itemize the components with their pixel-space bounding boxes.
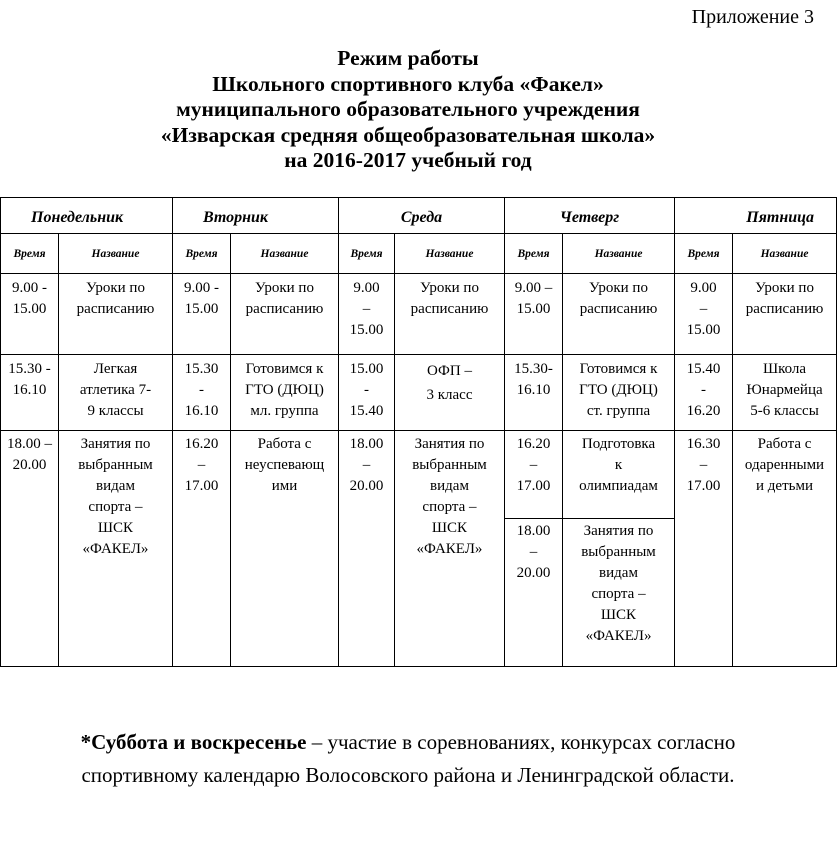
- cell-line: ГТО (ДЮЦ): [579, 382, 658, 398]
- time-cell: [173, 355, 231, 431]
- cell-line: выбранным: [581, 544, 656, 560]
- day-header-wednesday: Среда: [339, 198, 505, 234]
- activity-cell: [563, 355, 675, 431]
- cell-line: расписанию: [410, 301, 489, 317]
- cell-line: Готовимся к: [579, 361, 658, 377]
- cell-line: расписанию: [245, 301, 324, 317]
- column-header-name: Название: [231, 234, 339, 274]
- column-header-time: Время: [505, 234, 563, 274]
- time-cell: [505, 519, 563, 667]
- activity-cell: [59, 274, 173, 355]
- cell-line: 20.00: [516, 565, 551, 581]
- cell-line: одаренными: [744, 457, 825, 473]
- cell-line: Готовимся к: [245, 361, 324, 377]
- time-cell: [505, 274, 563, 355]
- schedule-table: [0, 197, 837, 667]
- table-row: [1, 274, 837, 355]
- activity-cell: [733, 355, 837, 431]
- cell-line: –: [699, 301, 708, 317]
- cell-line: ШСК: [431, 520, 468, 536]
- cell-line: 16.20: [686, 403, 721, 419]
- cell-line: 9.00 –: [514, 280, 553, 296]
- cell-line: 17.00: [516, 478, 551, 494]
- time-cell: [1, 355, 59, 431]
- activity-cell: [563, 431, 675, 519]
- time-cell: [675, 355, 733, 431]
- cell-line: Легкая: [93, 361, 138, 377]
- cell-line: расписанию: [579, 301, 658, 317]
- cell-line: –: [529, 457, 538, 473]
- cell-line: 16.10: [516, 382, 551, 398]
- column-header-time: Время: [675, 234, 733, 274]
- cell-line: 9.00 -: [184, 280, 219, 296]
- cell-line: –: [529, 544, 538, 560]
- heading-line: на 2016-2017 учебный год: [284, 148, 532, 172]
- activity-cell: [231, 431, 339, 667]
- cell-line: 20.00: [349, 478, 384, 494]
- day-header-tuesday: Вторник: [173, 198, 339, 234]
- cell-line: Занятия по: [583, 523, 654, 539]
- cell-line: выбранным: [412, 457, 487, 473]
- cell-line: 15.00: [349, 361, 384, 377]
- appendix-label: Приложение 3: [691, 6, 814, 28]
- cell-line: «ФАКЕЛ»: [585, 628, 652, 644]
- cell-line: 5-6 классы: [750, 403, 819, 419]
- time-cell: [339, 355, 395, 431]
- activity-cell: [733, 431, 837, 667]
- cell-line: 9 классы: [87, 403, 144, 419]
- column-header-name: Название: [563, 234, 675, 274]
- cell-line: Уроки по: [255, 280, 314, 296]
- cell-line: ими: [271, 478, 298, 494]
- column-header-name: Название: [59, 234, 173, 274]
- cell-line: Уроки по: [755, 280, 814, 296]
- cell-line: олимпиадам: [579, 478, 658, 494]
- time-cell: [675, 274, 733, 355]
- cell-line: Уроки по: [86, 280, 145, 296]
- cell-line: спорта –: [422, 499, 477, 515]
- cell-line: -: [199, 382, 204, 398]
- cell-line: 9.00: [353, 280, 380, 296]
- cell-line: атлетика 7-: [79, 382, 152, 398]
- table-row: [1, 431, 837, 519]
- cell-line: Юнармейца: [746, 382, 823, 398]
- cell-line: «ФАКЕЛ»: [416, 541, 483, 557]
- cell-line: 15.00: [12, 301, 47, 317]
- cell-line: спорта –: [88, 499, 143, 515]
- cell-line: 16.10: [12, 382, 47, 398]
- column-header-time: Время: [173, 234, 231, 274]
- cell-line: ГТО (ДЮЦ): [245, 382, 324, 398]
- activity-cell: [59, 431, 173, 667]
- cell-line: 16.20: [516, 436, 551, 452]
- column-header-time: Время: [1, 234, 59, 274]
- cell-line: 15.40: [349, 403, 384, 419]
- cell-line: видам: [96, 478, 135, 494]
- time-cell: [675, 431, 733, 667]
- cell-line: 15.30: [184, 361, 219, 377]
- time-cell: [505, 355, 563, 431]
- cell-line: –: [362, 301, 371, 317]
- activity-cell: [59, 355, 173, 431]
- heading-line: Режим работы: [337, 46, 479, 70]
- cell-line: ОФП –: [427, 363, 472, 379]
- activity-cell: [733, 274, 837, 355]
- activity-cell: [563, 519, 675, 667]
- cell-line: расписанию: [745, 301, 824, 317]
- cell-line: 15.00: [686, 322, 721, 338]
- activity-cell: [395, 431, 505, 667]
- cell-line: –: [362, 457, 371, 473]
- cell-line: ШСК: [97, 520, 134, 536]
- cell-line: Школа: [762, 361, 807, 377]
- note-line-2: спортивному календарю Волосовского района и Ленинградской области.: [81, 763, 735, 787]
- cell-line: Работа с: [257, 436, 312, 452]
- cell-line: ст. группа: [586, 403, 651, 419]
- day-header-monday: Понедельник: [1, 198, 173, 234]
- cell-line: неуспевающ: [244, 457, 325, 473]
- column-header-time: Время: [339, 234, 395, 274]
- cell-line: видам: [430, 478, 469, 494]
- time-cell: [173, 274, 231, 355]
- cell-line: –: [197, 457, 206, 473]
- cell-line: -: [364, 382, 369, 398]
- cell-line: 18.00: [516, 523, 551, 539]
- time-cell: [1, 431, 59, 667]
- cell-line: видам: [599, 565, 638, 581]
- column-header-name: Название: [733, 234, 837, 274]
- cell-line: и детьми: [756, 478, 813, 494]
- cell-line: «ФАКЕЛ»: [82, 541, 149, 557]
- cell-line: Подготовка: [581, 436, 656, 452]
- column-header-name: Название: [395, 234, 505, 274]
- cell-line: Уроки по: [589, 280, 648, 296]
- cell-line: 15.00: [516, 301, 551, 317]
- column-header-row: [1, 234, 837, 274]
- cell-line: –: [699, 457, 708, 473]
- note-bold-part: *Суббота и воскресенье: [80, 730, 307, 754]
- days-row: [1, 198, 837, 234]
- cell-line: Уроки по: [420, 280, 479, 296]
- time-cell: [173, 431, 231, 667]
- cell-line: ШСК: [600, 607, 637, 623]
- activity-cell: [231, 274, 339, 355]
- cell-line: 20.00: [12, 457, 47, 473]
- cell-line: 9.00: [690, 280, 717, 296]
- time-cell: [339, 274, 395, 355]
- cell-line: 16.20: [184, 436, 219, 452]
- cell-line: к: [614, 457, 623, 473]
- day-header-thursday: Четверг: [505, 198, 675, 234]
- cell-line: 15.40: [686, 361, 721, 377]
- heading-line: «Изварская средняя общеобразовательная школа»: [160, 122, 656, 147]
- time-cell: [1, 274, 59, 355]
- heading-line: Школьного спортивного клуба «Факел»: [212, 71, 604, 96]
- cell-line: 17.00: [184, 478, 219, 494]
- time-cell: [505, 431, 563, 519]
- cell-line: 18.00: [349, 436, 384, 452]
- cell-line: 15.00: [349, 322, 384, 338]
- cell-line: 16.10: [184, 403, 219, 419]
- cell-line: Работа с: [757, 436, 812, 452]
- time-cell: [339, 431, 395, 667]
- note-line-1: [0, 726, 816, 759]
- cell-line: 9.00 -: [12, 280, 47, 296]
- table-row: [1, 355, 837, 431]
- weekend-note: [0, 726, 816, 792]
- cell-line: спорта –: [591, 586, 646, 602]
- cell-line: 15.00: [184, 301, 219, 317]
- cell-line: расписанию: [76, 301, 155, 317]
- activity-cell: [395, 355, 505, 431]
- cell-line: Занятия по: [414, 436, 485, 452]
- cell-line: 15.30 -: [8, 361, 51, 377]
- activity-cell: [395, 274, 505, 355]
- cell-line: 18.00 –: [7, 436, 52, 452]
- cell-line: 15.30-: [514, 361, 553, 377]
- heading-line: муниципального образовательного учреждения: [176, 97, 640, 121]
- cell-line: мл. группа: [250, 403, 319, 419]
- cell-line: 17.00: [686, 478, 721, 494]
- cell-line: выбранным: [78, 457, 153, 473]
- day-header-friday: Пятница: [675, 198, 837, 234]
- document-heading: [0, 46, 816, 174]
- activity-cell: [231, 355, 339, 431]
- cell-line: Занятия по: [80, 436, 151, 452]
- cell-line: 16.30: [686, 436, 721, 452]
- cell-line: -: [701, 382, 707, 398]
- activity-cell: [563, 274, 675, 355]
- note-text: – участие в соревнованиях, конкурсах согласно: [306, 730, 736, 754]
- cell-line: 3 класс: [426, 387, 473, 403]
